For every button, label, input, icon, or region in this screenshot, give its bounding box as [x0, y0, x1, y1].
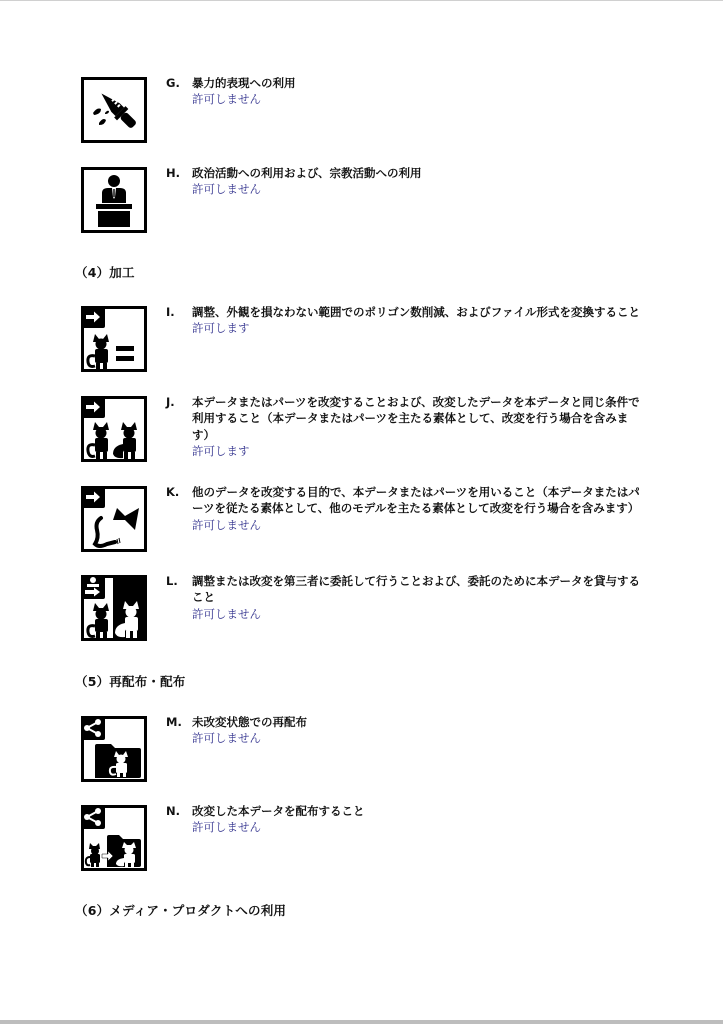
modify-equal-icon: [81, 306, 147, 372]
item-description: [192, 394, 642, 459]
status-text: 許可します: [192, 321, 250, 336]
knife-violence-icon: [81, 77, 147, 143]
item-text: 調整または改変を第三者に委託して行うことおよび、委託のために本データを貸与すること: [192, 574, 641, 605]
status-text: 許可しません: [192, 731, 261, 746]
bottom-page-edge: [0, 1020, 723, 1024]
status-text: 許可しません: [192, 820, 261, 835]
section-heading-redistribution: （5）再配布・配布: [75, 674, 186, 689]
item-letter: J.: [166, 395, 175, 409]
item-letter: N.: [166, 804, 180, 818]
item-letter: K.: [166, 485, 180, 499]
item-description: [192, 484, 642, 533]
item-text: 暴力的表現への利用: [192, 76, 296, 90]
status-text: 許可します: [192, 443, 250, 458]
modify-derivative-icon: [81, 396, 147, 462]
item-letter: H.: [166, 166, 180, 180]
section-heading-media-product: （6）メディア・プロダクトへの利用: [75, 903, 287, 918]
podium-speaker-icon: [81, 167, 147, 233]
item-letter: M.: [166, 715, 182, 729]
item-text: 他のデータを改変する目的で、本データまたはパーツを用いること（本データまたはパーツを従たる素体として、他のモデルを主たる素体として改変を行う場合を含みます）: [192, 485, 640, 516]
item-text: 未改変状態での再配布: [192, 715, 307, 729]
status-text: 許可しません: [192, 182, 261, 197]
item-text: 本データまたはパーツを改変することおよび、改変したデータを本データと同じ条件で利用すること（本データまたはパーツを主たる素体として、改変を行う場合を含みます）: [192, 395, 640, 442]
outsource-icon: [81, 575, 147, 641]
item-description: [192, 75, 642, 108]
item-text: 改変した本データを配布すること: [192, 804, 365, 818]
status-text: 許可しません: [192, 517, 261, 532]
share-folder-icon: [81, 716, 147, 782]
share-modified-icon: [81, 805, 147, 871]
parts-use-icon: [81, 486, 147, 552]
item-description: [192, 304, 642, 337]
item-letter: I.: [166, 305, 175, 319]
item-letter: G.: [166, 76, 180, 90]
status-text: 許可しません: [192, 606, 261, 621]
item-description: [192, 573, 642, 622]
item-letter: L.: [166, 574, 178, 588]
top-page-edge: [0, 0, 723, 1]
status-text: 許可しません: [192, 92, 261, 107]
section-heading-processing: （4）加工: [75, 265, 135, 280]
item-text: 政治活動への利用および、宗教活動への利用: [192, 166, 422, 180]
item-text: 調整、外観を損なわない範囲でのポリゴン数削減、およびファイル形式を変換すること: [192, 305, 641, 319]
item-description: [192, 714, 642, 747]
item-description: [192, 803, 642, 836]
item-description: [192, 165, 642, 198]
